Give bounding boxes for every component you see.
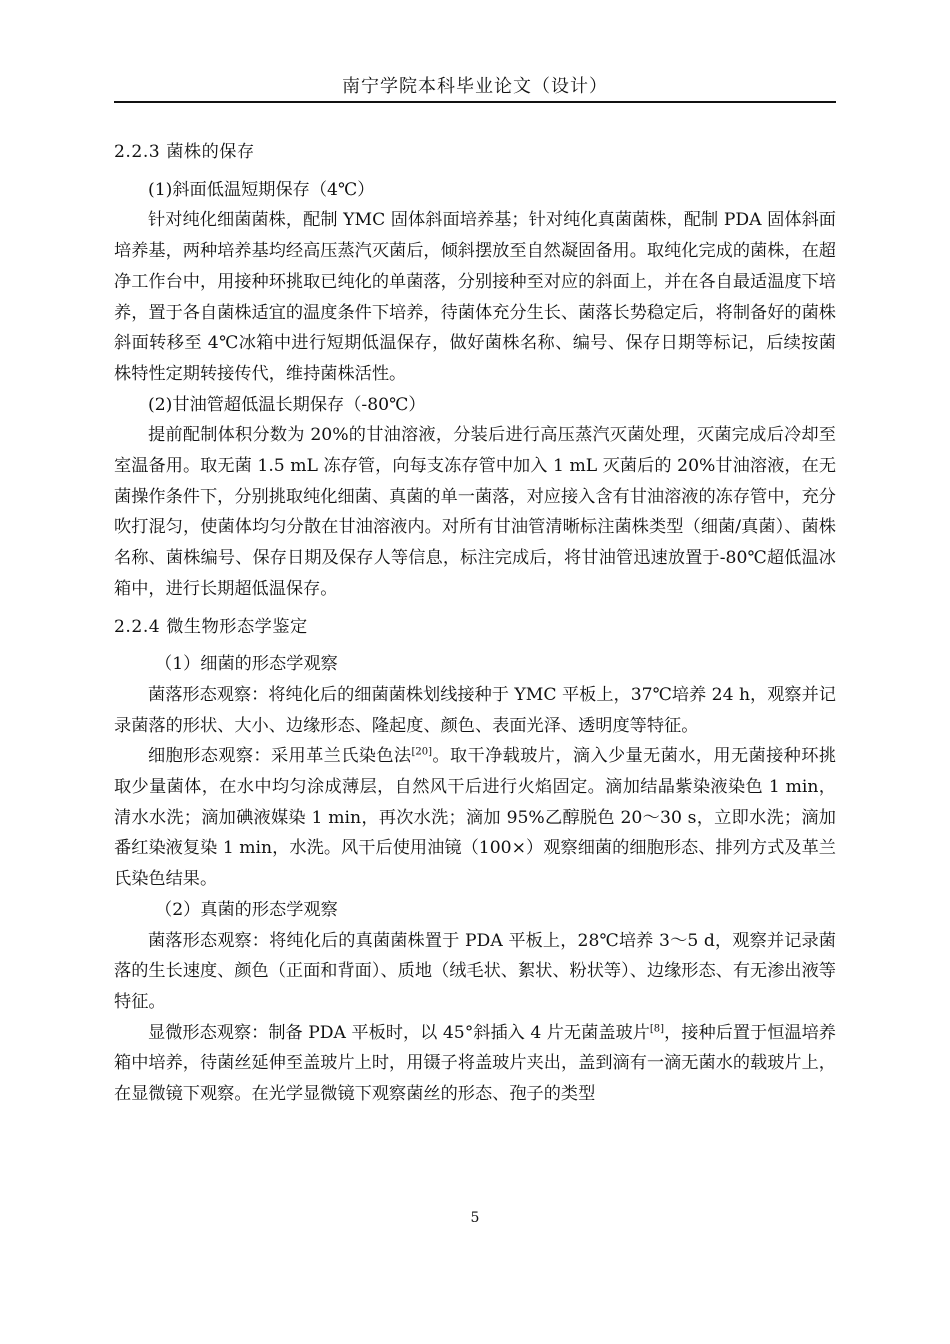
- gram-stain-text-continued: 。取干净载玻片，滴入少量无菌水，用无菌接种环挑取少量菌体，在水中均匀涂成薄层，自然风干后进行火焰固定。滴加结晶紫染液染色 1 min，清水水洗；滴加碘液媒染 1 min，再次水洗；滴加 95%乙醇脱色 20～30 s，立即水洗；滴加番红染液复染 1 min，水洗。风干后使用油镜（100×）观察细菌的细胞形态、排列方式及革兰氏染色结果。: [114, 746, 836, 890]
- item-glycerol-storage: (2)甘油管超低温长期保存（-80℃）: [148, 394, 426, 415]
- paragraph-slant-storage: 针对纯化细菌菌株，配制 YMC 固体斜面培养基；针对纯化真菌菌株，配制 PDA 固体斜面培养基，两种培养基均经高压蒸汽灭菌后，倾斜摆放至自然凝固备用。取纯化完成的菌株，在超净工作台中，用接种环挑取已纯化的单菌落，分别接种至对应的斜面上，并在各自最适温度下培养，置于各自菌株适宜的温度条件下培养，待菌体充分生长、菌落长势稳定后，将制备好的菌株斜面转移至 4℃冰箱中进行短期低温保存，做好菌株名称、编号、保存日期等标记，后续按菌株特性定期转接传代，维持菌株活性。: [114, 210, 836, 384]
- citation-20[interactable]: [20]: [411, 746, 432, 758]
- microscopy-text-continued: ，接种后置于恒温培养箱中培养，待菌丝延伸至盖玻片上时，用镊子将盖玻片夹出，盖到滴有一滴无菌水的载玻片上，在显微镜下观察。在光学显微镜下观察菌丝的形态、孢子的类型: [114, 1022, 836, 1105]
- paragraph-bacteria-cell: [114, 741, 836, 895]
- section-heading-2-2-4: 2.2.4 微生物形态学鉴定: [114, 616, 308, 637]
- gram-stain-text: 细胞形态观察：采用革兰氏染色法: [148, 746, 412, 767]
- page-header-title: 南宁学院本科毕业论文（设计）: [342, 76, 608, 97]
- paragraph-fungi-microscopy: [114, 1018, 836, 1110]
- paragraph-fungi-colony: 菌落形态观察：将纯化后的真菌菌株置于 PDA 平板上，28℃培养 3～5 d，观察并记录菌落的生长速度、颜色（正面和背面）、质地（绒毛状、絮状、粉状等）、边缘形态、有无渗出液等特征。: [114, 930, 836, 1012]
- item-bacteria-morphology: （1）细菌的形态学观察: [155, 654, 338, 675]
- item-slant-storage: (1)斜面低温短期保存（4℃）: [148, 179, 375, 200]
- header-divider: [114, 101, 836, 103]
- body-text: [114, 137, 836, 1110]
- paragraph-bacteria-colony: 菌落形态观察：将纯化后的细菌菌株划线接种于 YMC 平板上，37℃培养 24 h，观察并记录菌落的形状、大小、边缘形态、隆起度、颜色、表面光泽、透明度等特征。: [114, 684, 836, 736]
- section-heading-2-2-3: 2.2.3 菌株的保存: [114, 142, 255, 162]
- paragraph-glycerol-storage: 提前配制体积分数为 20%的甘油溶液，分装后进行高压蒸汽灭菌处理，灭菌完成后冷却至室温备用。取无菌 1.5 mL 冻存管，向每支冻存管中加入 1 mL 灭菌后的 20%甘油溶液，在无菌操作条件下，分别挑取纯化细菌、真菌的单一菌落，对应接入含有甘油溶液的冻存管中，充分吹打混匀，使菌体均匀分散在甘油溶液内。对所有甘油管清晰标注菌株类型（细菌/真菌）、菌株名称、菌株编号、保存日期及保存人等信息，标注完成后，将甘油管迅速放置于-80℃超低温冰箱中，进行长期超低温保存。: [114, 425, 837, 599]
- page-number: 5: [470, 1210, 480, 1226]
- item-fungi-morphology: （2）真菌的形态学观察: [155, 899, 338, 920]
- microscopy-text: 显微形态观察：制备 PDA 平板时，以 45°斜插入 4 片无菌盖玻片: [148, 1022, 650, 1043]
- citation-8[interactable]: [8]: [649, 1022, 665, 1034]
